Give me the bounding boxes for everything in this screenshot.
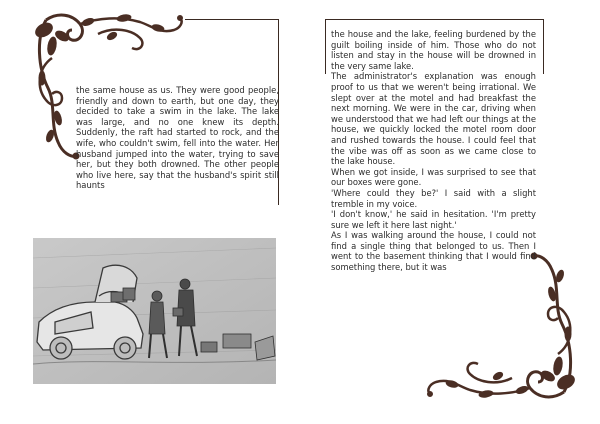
left-paragraph: the same house as us. They were good people, friendly and down to earth, but one day, they decided to take a swim in the lake. The lake was large, and no one knew its depth. Suddenly, the raft had started to rock, and the wife, who couldn't swim, fell into the water. Her husband jumped into the water, trying to save her, but they both drowned. The other people who live here, say that the husband's spirit still haunts [76,85,279,191]
right-paragraph-3: When we got inside, I was surprised to see that our boxes were gone. [331,166,536,188]
right-paragraph-1: the house and the lake, feeling burdened by the guilt boiling inside of him. Those who do not listen and stay in the house will be drowned in the very same lake. [331,29,536,71]
sketch-illustration [33,238,276,384]
top-left-rule [185,19,279,20]
right-paragraph-6: As I was walking around the house, I could not find a single thing that belonged to us. Then I went to the basement thinking that I would find something there, but it was [331,230,536,273]
right-col-left-rule [325,19,326,74]
top-right-rule [325,19,543,20]
right-paragraph-5: 'I don't know,' he said in hesitation. 'I'm pretty sure we left it here last night.' [331,209,536,230]
right-col-right-rule [543,19,544,74]
right-paragraph-2: The administrator's explanation was enough proof to us that we weren't being irrational. We slept over at the motel and had breakfast the next morning. We were in the car, driving when we understood that we had left our things at the house, we quickly locked the motel room door and rushed towards the house. I could feel that the vibe was off as soon as we came close to the lake house. [331,71,536,167]
right-paragraph-4: 'Where could they be?' I said with a slight tremble in my voice. [331,187,536,209]
right-text-column [331,29,536,273]
left-text-column [76,85,279,191]
